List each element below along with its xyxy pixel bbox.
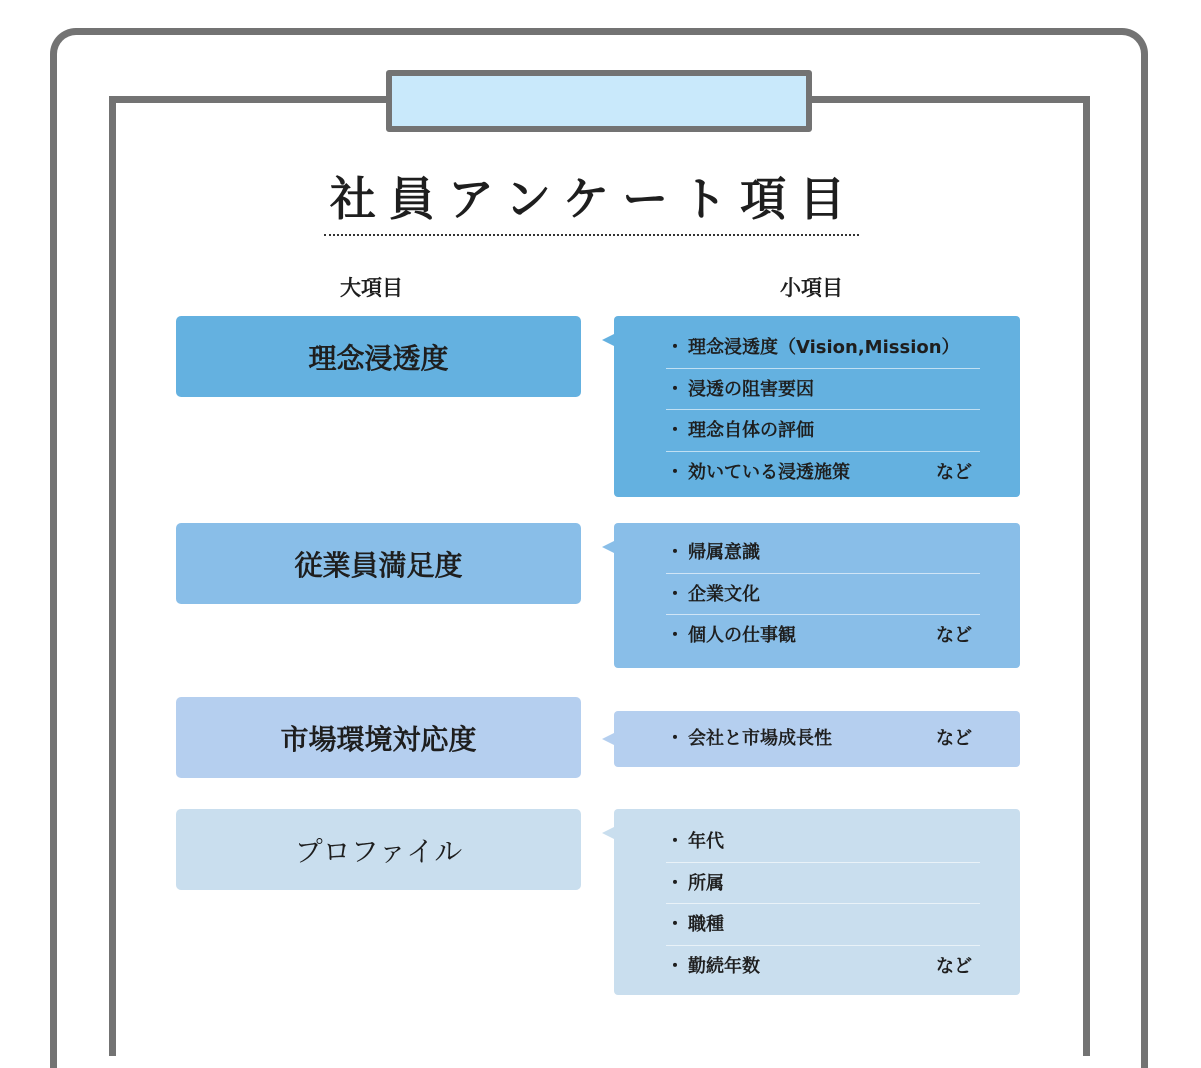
list-item-label: 所属: [688, 872, 724, 894]
clipboard-clip: [386, 70, 812, 132]
list-item-label: 理念自体の評価: [688, 420, 814, 441]
etc-label: など: [936, 461, 972, 483]
bullet: ・: [666, 337, 684, 358]
bullet: ・: [666, 378, 684, 400]
list-item: [666, 904, 980, 946]
bullet: ・: [666, 542, 684, 563]
list-item-label: 年代: [688, 831, 724, 852]
title-underline: [324, 234, 859, 236]
etc-label: など: [936, 955, 972, 977]
etc-label: など: [936, 625, 972, 646]
list-item: [666, 821, 980, 863]
detail-box-market-adaptability: [614, 711, 1020, 767]
list-item-label: 勤続年数: [688, 955, 760, 977]
list-item-label: 企業文化: [688, 583, 760, 605]
bullet: ・: [666, 914, 684, 935]
list-item-label: 帰属意識: [688, 542, 760, 563]
bullet: ・: [666, 461, 684, 483]
list-item: [666, 574, 980, 616]
list-item: [666, 452, 980, 494]
pointer-arrow: [602, 334, 614, 346]
category-philosophy-penetration: 理念浸透度: [176, 316, 581, 397]
header-major-items: 大項目: [340, 276, 403, 300]
pointer-arrow: [602, 827, 614, 839]
bullet: ・: [666, 420, 684, 441]
list-item-label: 会社と市場成長性: [688, 728, 832, 749]
header-minor-items: 小項目: [780, 276, 843, 300]
list-item-label: 個人の仕事観: [688, 625, 796, 646]
etc-label: など: [936, 728, 972, 749]
pointer-arrow: [602, 541, 614, 553]
list-item: [666, 615, 980, 657]
list-item: [666, 718, 980, 760]
detail-box-philosophy-penetration: [614, 316, 1020, 497]
list-item-label: 浸透の阻害要因: [688, 378, 814, 400]
detail-box-employee-satisfaction: [614, 523, 1020, 668]
list-item: [666, 410, 980, 452]
list-item-label: 職種: [688, 914, 724, 935]
list-item: [666, 532, 980, 574]
bullet: ・: [666, 872, 684, 894]
list-item-label: 効いている浸透施策: [688, 461, 850, 483]
bullet: ・: [666, 625, 684, 646]
list-item: [666, 863, 980, 905]
page-title: 社員アンケート項目: [329, 172, 859, 226]
bullet: ・: [666, 831, 684, 852]
pointer-arrow: [602, 733, 614, 745]
bullet: ・: [666, 955, 684, 977]
bullet: ・: [666, 583, 684, 605]
category-market-adaptability: 市場環境対応度: [176, 697, 581, 778]
category-profile: プロファイル: [176, 809, 581, 890]
detail-box-profile: [614, 809, 1020, 995]
category-employee-satisfaction: 従業員満足度: [176, 523, 581, 604]
list-item-label: 理念浸透度（Vision,Mission）: [688, 337, 960, 358]
list-item: [666, 327, 980, 369]
bullet: ・: [666, 728, 684, 749]
list-item: [666, 369, 980, 411]
list-item: [666, 946, 980, 988]
